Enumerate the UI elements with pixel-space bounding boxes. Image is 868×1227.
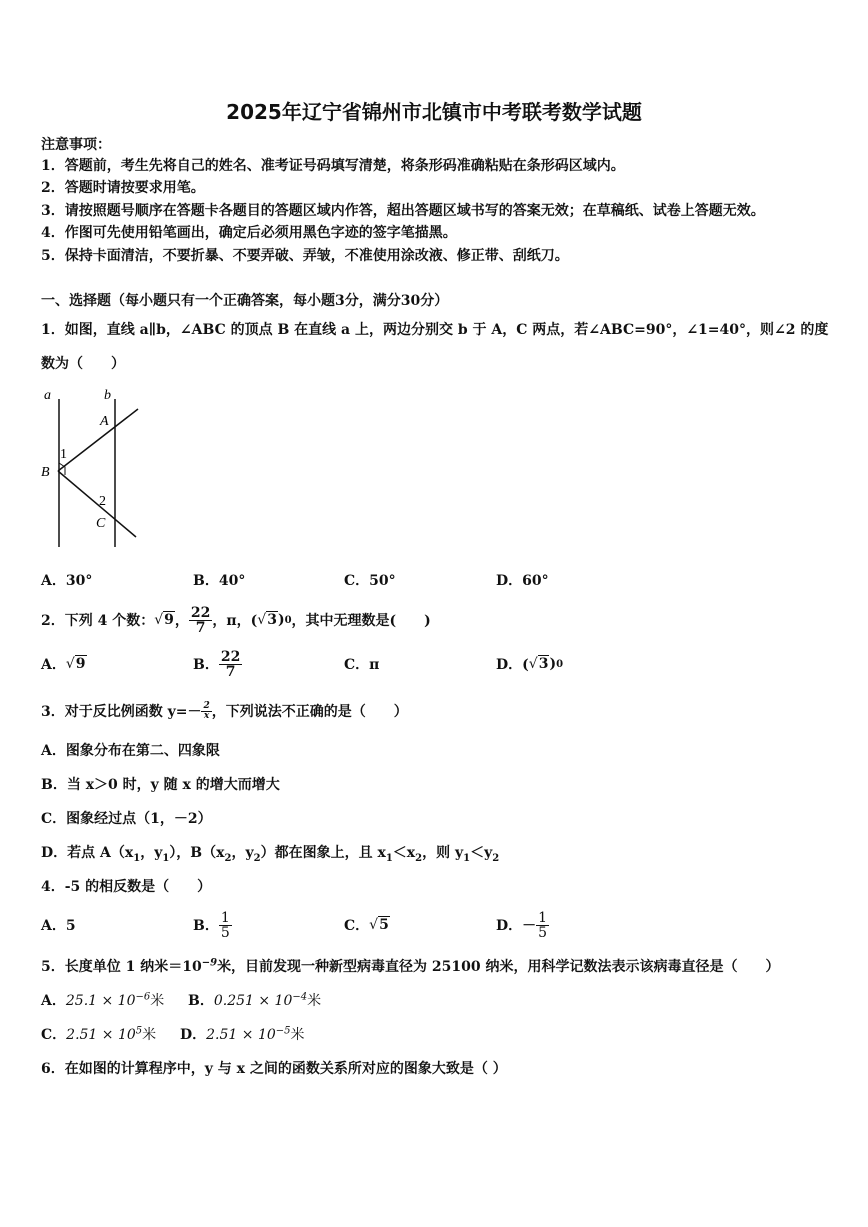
notice-heading: 注意事项： xyxy=(41,137,111,153)
label-b: b xyxy=(104,388,111,403)
q3-option-d[interactable]: D．若点 $A(x_1$，$y_1$），$B(x_2$，$y_2$）都在图象上，且 $x_1<x_2$，则 $y_1<y_2$ xyxy=(41,845,500,864)
notice-item: 4．作图可先使用铅笔画出，确定后必须用黑色字迹的签字笔描黑。 xyxy=(41,225,457,241)
q4-option-b[interactable]: B． $\frac{1}{5}$ xyxy=(193,909,230,941)
label-angle-2: 2 xyxy=(99,494,106,509)
notice-item: 5．保持卡面清洁，不要折暴、不要弄破、弄皱，不准使用涂改液、修正带、刮纸刀。 xyxy=(41,248,569,264)
fraction-2-x: $\frac{2}{x}$ xyxy=(203,700,210,721)
question-1-figure xyxy=(38,385,142,551)
sqrt-9: √9 xyxy=(154,612,174,628)
q5-option-b[interactable]: B．$0.251 \times 10^{-4}$米 xyxy=(188,991,322,1009)
q3-option-c[interactable]: C．图象经过点（1，－2） xyxy=(41,811,212,827)
q2-option-d[interactable]: D．( √3 ) 0 xyxy=(496,656,564,673)
label-B: B xyxy=(41,465,50,480)
label-angle-1: 1 xyxy=(60,447,67,462)
q5-option-d[interactable]: D．$2.51 \times 10^{-5}$米 xyxy=(180,1025,305,1043)
q5-option-c[interactable]: C．$2.51 \times 10^5$米 xyxy=(41,1025,157,1043)
sqrt-3: √3 xyxy=(257,612,277,628)
page-title: 2025年辽宁省锦州市北镇市中考联考数学试题 xyxy=(226,100,642,124)
question-1-stem-cont: 数为（ ） xyxy=(41,356,125,372)
fraction-22-7: $\frac{22}{7}$ xyxy=(190,604,211,636)
q2-option-c[interactable]: C．π xyxy=(344,657,380,673)
q5-option-a[interactable]: A．$25.1 \times 10^{-6}$米 xyxy=(41,991,165,1009)
q1-option-b[interactable]: B．40° xyxy=(193,573,246,589)
q1-option-a[interactable]: A．30° xyxy=(41,573,93,589)
q3-option-a[interactable]: A．图象分布在第二、四象限 xyxy=(41,743,220,759)
q1-option-c[interactable]: C．50° xyxy=(344,573,396,589)
q1-option-d[interactable]: D．60° xyxy=(496,573,549,589)
label-C: C xyxy=(96,516,106,531)
q4-option-d[interactable]: D．－ $\frac{1}{5}$ xyxy=(496,909,548,941)
q2-option-a[interactable]: A． √9 xyxy=(41,656,86,673)
question-3-stem: 3．对于反比例函数 y=－ $\frac{2}{x}$ ，下列说法不正确的是（ ） xyxy=(41,700,408,721)
question-2-stem: 2．下列 4 个数： √9 ， $\frac{22}{7}$ ，π，( √3 ) 0 ，其中无理数是( ) xyxy=(41,604,431,636)
notice-item: 3．请按照题号顺序在答题卡各题目的答题区域内作答，超出答题区域书写的答案无效；在草稿纸、试卷上答题无效。 xyxy=(41,203,765,219)
section-heading: 一、选择题（每小题只有一个正确答案，每小题3分，满分30分） xyxy=(41,293,449,309)
question-4-stem: 4．-5 的相反数是（ ） xyxy=(41,879,212,895)
q3-option-b[interactable]: B．当 x＞0 时，y 随 x 的增大而增大 xyxy=(41,777,280,793)
question-1-stem: 1．如图，直线 a∥b，∠ABC 的顶点 B 在直线 a 上，两边分别交 b 于 A，C 两点，若∠ABC=90°，∠1=40°，则∠2 的度 xyxy=(41,322,829,338)
notice-item: 2．答题时请按要求用笔。 xyxy=(41,180,205,196)
label-a: a xyxy=(44,388,51,403)
question-5-stem: 5．长度单位 1 纳米$=10^{-9}$米，目前发现一种新型病毒直径为 25100 纳米，用科学记数法表示该病毒直径是（ ） xyxy=(41,957,780,975)
q2-option-b[interactable]: B． $\frac{22}{7}$ xyxy=(193,648,241,680)
label-A: A xyxy=(100,414,109,429)
segment-ba xyxy=(58,409,138,471)
q4-option-a[interactable]: A．5 xyxy=(41,918,76,934)
question-6-stem: 6．在如图的计算程序中，y 与 x 之间的函数关系所对应的图象大致是（ ） xyxy=(41,1061,507,1077)
q4-option-c[interactable]: C． √5 xyxy=(344,917,389,934)
notice-item: 1．答题前，考生先将自己的姓名、准考证号码填写清楚，将条形码准确粘贴在条形码区域内。 xyxy=(41,158,625,174)
